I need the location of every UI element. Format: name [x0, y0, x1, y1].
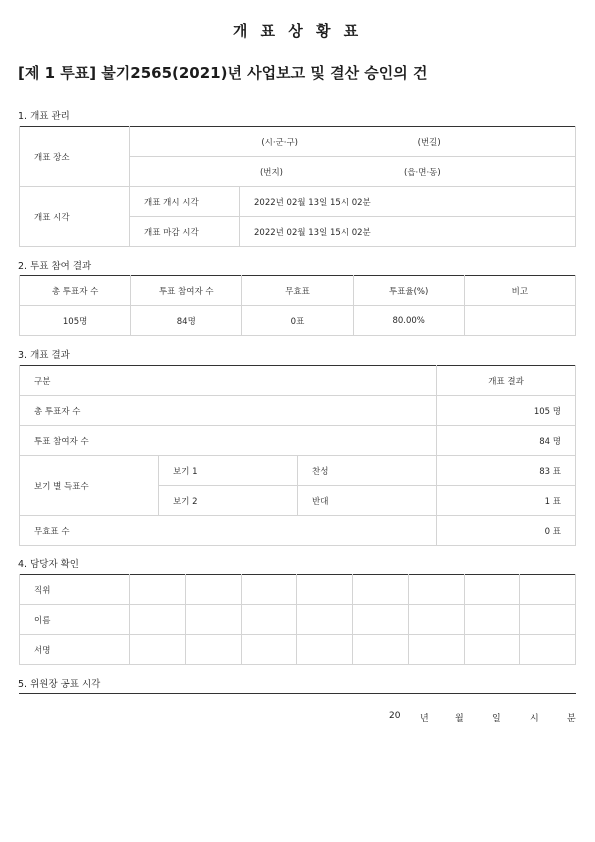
value-total-voters: 105명 [20, 306, 131, 336]
header-participants: 투표 참여자 수 [131, 276, 242, 306]
minute-unit: 분 [567, 714, 576, 724]
signature-cell[interactable] [353, 635, 409, 665]
value-participants: 84명 [131, 306, 242, 336]
signature-cell[interactable] [464, 575, 520, 605]
section-5-heading: 5. 위원장 공표 시각 [18, 679, 101, 690]
votes-per-option-label: 보기 별 득표수 [20, 456, 159, 516]
section-2-heading: 2. 투표 참여 결과 [18, 261, 92, 272]
section-5-divider [19, 693, 576, 694]
signature-cell[interactable] [408, 605, 464, 635]
signature-cell[interactable] [464, 605, 520, 635]
sigungu-label: (시·군·구) [261, 137, 298, 148]
section-3-heading: 3. 개표 결과 [18, 350, 70, 361]
signature-cell[interactable] [130, 575, 186, 605]
place-label: 개표 장소 [20, 127, 130, 187]
end-time-label: 개표 마감 시각 [130, 217, 240, 247]
signature-cell[interactable] [241, 605, 297, 635]
signature-cell[interactable] [353, 605, 409, 635]
signature-cell[interactable] [297, 575, 353, 605]
eupmyeondong-label: (읍·면·동) [404, 167, 441, 178]
end-time-value: 2022년 02월 13일 15시 02분 [240, 217, 576, 247]
section-4-heading: 4. 담당자 확인 [18, 559, 79, 570]
header-turnout: 투표율(%) [353, 276, 464, 306]
month-unit: 월 [455, 714, 464, 724]
signature-cell[interactable] [297, 605, 353, 635]
staff-confirmation-table [19, 574, 576, 665]
option-2-name: 반대 [298, 486, 437, 516]
option-2-label: 보기 2 [159, 486, 298, 516]
count-result-table [19, 365, 576, 546]
position-label: 직위 [20, 575, 130, 605]
invalid-votes-value: 0 표 [437, 516, 576, 546]
category-header: 구분 [20, 366, 437, 396]
signature-cell[interactable] [185, 635, 241, 665]
participation-table [19, 275, 576, 336]
option-2-votes: 1 표 [437, 486, 576, 516]
signature-cell[interactable] [130, 635, 186, 665]
signature-cell[interactable] [520, 635, 576, 665]
option-1-name: 찬성 [298, 456, 437, 486]
signature-cell[interactable] [353, 575, 409, 605]
signature-cell[interactable] [520, 605, 576, 635]
count-management-table [19, 126, 576, 247]
beonji-label: (번지) [259, 167, 283, 178]
header-invalid: 무효표 [242, 276, 353, 306]
hour-unit: 시 [530, 714, 539, 724]
section-1-heading: 1. 개표 관리 [18, 111, 70, 122]
header-total-voters: 총 투표자 수 [20, 276, 131, 306]
value-remarks [464, 306, 575, 336]
signature-cell[interactable] [297, 635, 353, 665]
signature-cell[interactable] [408, 635, 464, 665]
start-time-value: 2022년 02월 13일 15시 02분 [240, 187, 576, 217]
time-label: 개표 시각 [20, 187, 130, 247]
document-title: 개 표 상 황 표 [232, 22, 363, 40]
total-voters-label: 총 투표자 수 [20, 396, 437, 426]
signature-cell[interactable] [185, 575, 241, 605]
signature-cell[interactable] [130, 605, 186, 635]
value-invalid: 0표 [242, 306, 353, 336]
signature-cell[interactable] [241, 635, 297, 665]
year-prefix: 20 [389, 711, 401, 721]
header-remarks: 비고 [464, 276, 575, 306]
participants-value: 84 명 [437, 426, 576, 456]
place-row-2 [130, 157, 576, 187]
result-header: 개표 결과 [437, 366, 576, 396]
day-unit: 일 [492, 714, 501, 724]
year-unit: 년 [420, 714, 429, 724]
option-1-votes: 83 표 [437, 456, 576, 486]
bungil-label: (번길) [417, 137, 441, 148]
signature-cell[interactable] [408, 575, 464, 605]
signature-cell[interactable] [185, 605, 241, 635]
value-turnout: 80.00% [353, 306, 464, 336]
signature-cell[interactable] [520, 575, 576, 605]
invalid-votes-label: 무효표 수 [20, 516, 437, 546]
signature-cell[interactable] [241, 575, 297, 605]
signature-cell[interactable] [464, 635, 520, 665]
name-label: 이름 [20, 605, 130, 635]
participants-label: 투표 참여자 수 [20, 426, 437, 456]
option-1-label: 보기 1 [159, 456, 298, 486]
place-row-1 [130, 127, 576, 157]
signature-label: 서명 [20, 635, 130, 665]
start-time-label: 개표 개시 시각 [130, 187, 240, 217]
total-voters-value: 105 명 [437, 396, 576, 426]
vote-title: [제 1 투표] 불기2565(2021)년 사업보고 및 결산 승인의 건 [18, 64, 428, 82]
